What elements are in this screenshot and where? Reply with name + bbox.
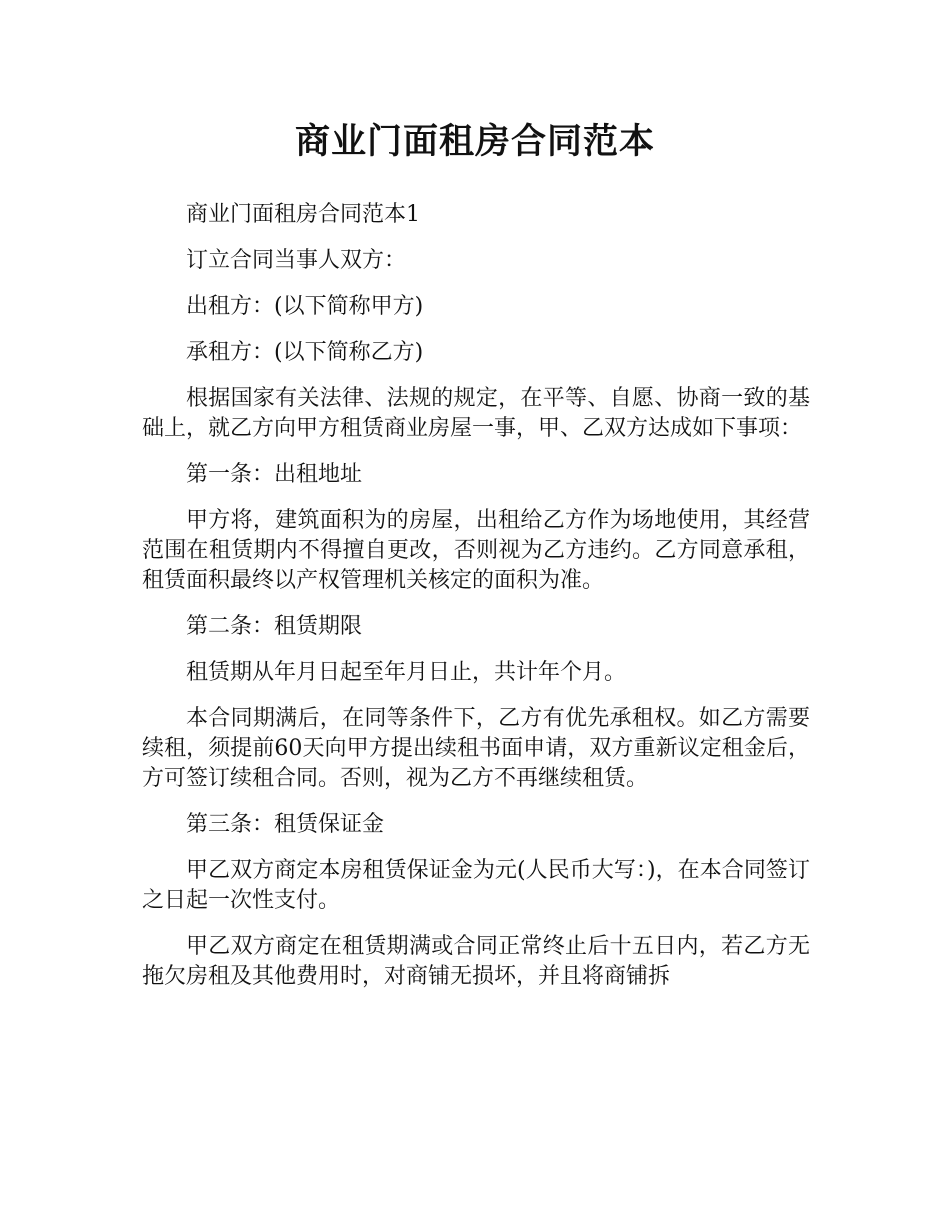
paragraph-lessee: 承租方：(以下简称乙方) xyxy=(186,340,424,365)
paragraph-preamble: 根据国家有关法律、法规的规定，在平等、自愿、协商一致的基础上，就乙方向甲方租赁商业房屋一事，甲、乙双方达成如下事项： xyxy=(142,386,810,441)
paragraph-heading-contract-1: 商业门面租房合同范本1 xyxy=(186,202,420,227)
article-2-renewal: 本合同期满后，在同等条件下，乙方有优先承租权。如乙方需要续租，须提前60天向甲方提出续租书面申请，双方重新议定租金后，方可签订续租合同。否则，视为乙方不再继续租赁。 xyxy=(142,706,810,791)
article-1-body: 甲方将，建筑面积为的房屋，出租给乙方作为场地使用，其经营范围在租赁期内不得擅自更改，否则视为乙方违约。乙方同意承租，租赁面积最终以产权管理机关核定的面积为准。 xyxy=(142,508,810,593)
document-body xyxy=(142,200,810,1008)
article-3-refund: 甲乙双方商定在租赁期满或合同正常终止后十五日内，若乙方无拖欠房租及其他费用时，对商铺无损坏，并且将商铺拆 xyxy=(142,934,810,989)
article-3-heading: 第三条：租赁保证金 xyxy=(186,812,385,837)
article-3-deposit: 甲乙双方商定本房租赁保证金为元(人民币大写：)，在本合同签订之日起一次性支付。 xyxy=(142,858,810,913)
paragraph-lessor: 出租方：(以下简称甲方) xyxy=(186,294,424,319)
article-2-heading: 第二条：租赁期限 xyxy=(186,614,363,639)
document-title: 商业门面租房合同范本 xyxy=(294,122,655,162)
article-2-term: 租赁期从年月日起至年月日止，共计年个月。 xyxy=(186,660,627,685)
paragraph-parties-intro: 订立合同当事人双方： xyxy=(186,248,407,273)
article-1-heading: 第一条：出租地址 xyxy=(186,462,363,487)
